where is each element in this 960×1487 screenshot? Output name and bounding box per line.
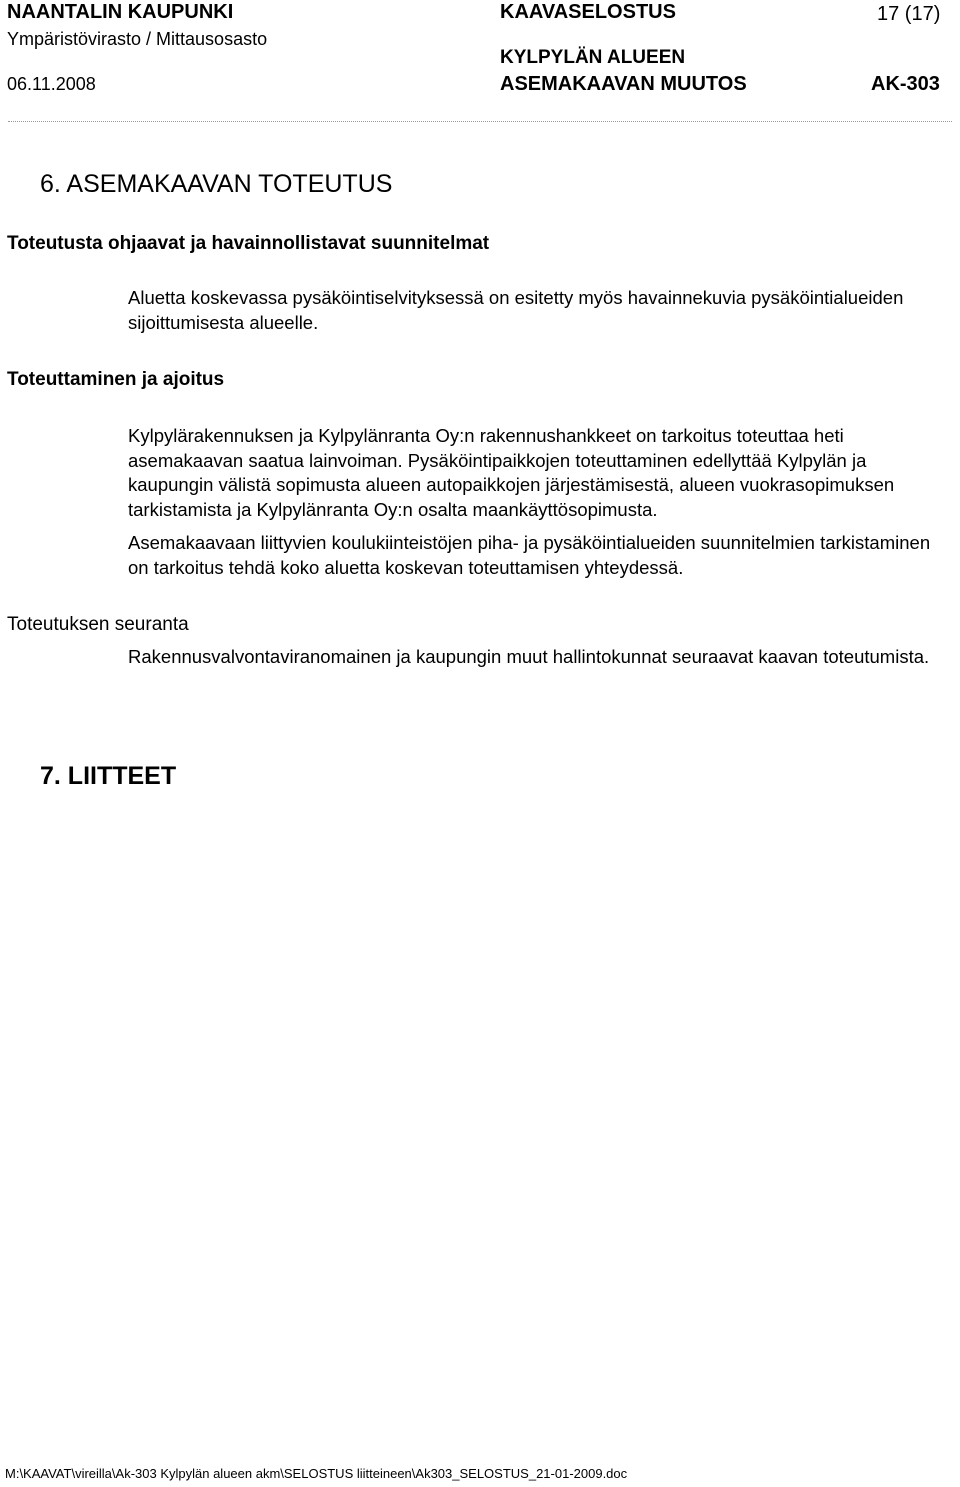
subsection-heading: Toteutuksen seuranta xyxy=(7,614,189,635)
subsection-heading: Toteutusta ohjaavat ja havainnollistavat suunnitelmat xyxy=(7,233,490,254)
file-path: M:\KAAVAT\vireilla\Ak-303 Kylpylän alueen akm\SELOSTUS liitteineen\Ak303_SELOSTUS_21-01-2009.doc xyxy=(5,1466,628,1481)
header-divider xyxy=(8,121,952,122)
paragraph: Rakennusvalvontaviranomainen ja kaupungin muut hallintokunnat seuraavat kaavan toteutumista. xyxy=(128,646,930,667)
page-number: 17 (17) xyxy=(877,3,941,25)
document-type: KAAVASELOSTUS xyxy=(500,1,676,23)
plan-type: ASEMAKAAVAN MUUTOS xyxy=(500,73,747,95)
department-name: Ympäristövirasto / Mittausosasto xyxy=(7,29,268,49)
subsection-heading: Toteuttaminen ja ajoitus xyxy=(7,369,225,390)
paragraph: Aluetta koskevassa pysäköintiselvityksessä on esitetty myös havainnekuvia pysäköintialueiden sijoittumisesta alueelle. xyxy=(128,287,904,333)
paragraph: Asemakaavaan liittyvien koulukiinteistöjen piha- ja pysäköintialueiden suunnitelmien tarkistaminen on tarkoitus tehdä koko aluetta koskevan toteuttamisen yhteydessä. xyxy=(128,532,931,578)
area-name: KYLPYLÄN ALUEEN xyxy=(500,47,686,68)
paragraph: Kylpylärakennuksen ja Kylpylänranta Oy:n rakennushankkeet on tarkoitus toteuttaa heti asemakaavan saatua lainvoiman. Pysäköintipaikkojen toteuttaminen edellyttää Kylpylän ja kaupungin välistä sopimusta alueen autopaikkojen järjestämisestä, alueen vuokrasopimuksen tarkistamista ja Kylpylänranta Oy:n osalta maankäyttösopimusta. xyxy=(128,425,895,520)
section-heading: 7. LIITTEET xyxy=(40,762,177,790)
section-heading: 6. ASEMAKAAVAN TOTEUTUS xyxy=(40,170,393,198)
document-date: 06.11.2008 xyxy=(7,74,96,94)
organization-name: NAANTALIN KAUPUNKI xyxy=(7,1,234,23)
plan-code: AK-303 xyxy=(871,73,940,95)
